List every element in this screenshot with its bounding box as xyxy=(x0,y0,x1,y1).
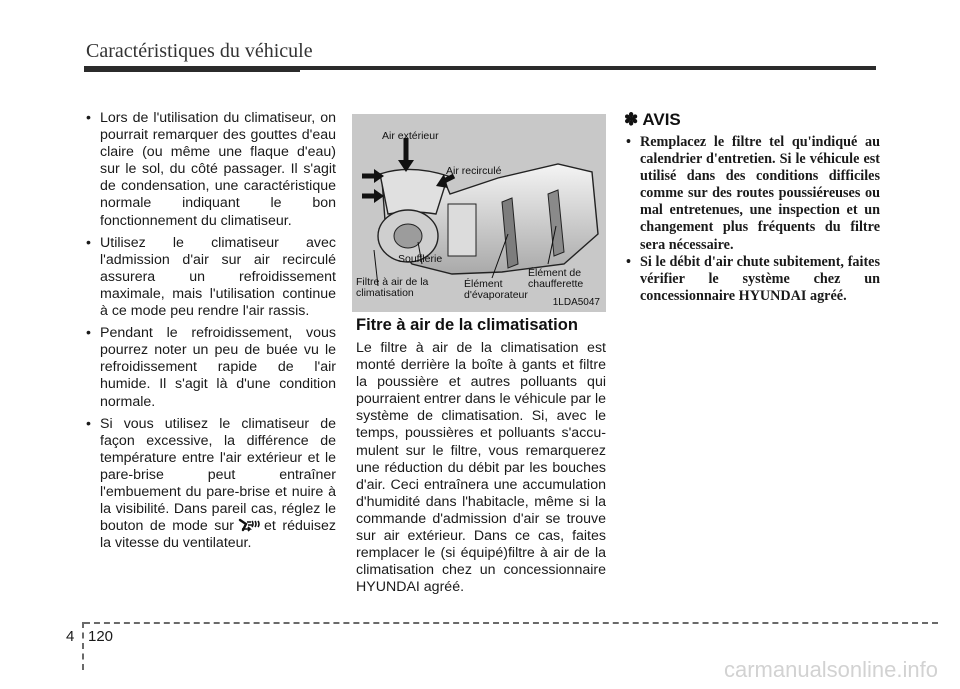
bullet-excessive-use-text: Si vous utilisez le climatiseur de façon excessive, la différence de température entre l'air extérieur et le pare-brise peut entraîner l'embuement du pare-brise et nuire à la visibilité. Dans pareil cas, réglez le bouton de mode sur xyxy=(100,415,336,535)
avis-list xyxy=(624,134,880,305)
page-chapter: 4 xyxy=(66,628,75,645)
defrost-floor-mode-icon xyxy=(238,518,260,532)
section-body: Le filtre à air de la climatisation est monté derrière la boîte à gants et filtre la poussière et autres polluants qui pourraient entrer dans le véhicule par le système de climatisation. Si, avec le temps, poussières et polluants s'accu-mulent sur le filtre, vous remarquerez une réduction du débit par les bouches d'air. Ceci entraînera une accumulation d'humidité dans l'habitacle, même si la commande d'admission d'air se trouve sur air extérieur. Dans ce cas, faites remplacer le (si équipé)filtre à air de la climatisation chez un concessionnaire HYUNDAI agréé. xyxy=(356,340,607,596)
avis-item: • Remplacez le filtre tel qu'indiqué au calendrier d'entretien. Si le véhicule est utilisé dans des conditions difficiles comme sur des routes poussiéreuses ou mal entretenues, une inspection et un changement plus fréquents du filtre sera nécessaire. xyxy=(624,134,880,254)
bullet-recirculation: • Utilisez le climatiseur avec l'admission d'air sur air recirculé assurera un refroidissement maximale, mais l'utilisation continue à ce mode peu rendre l'air rassis. xyxy=(84,235,336,320)
label-soufflerie: Soufflerie xyxy=(398,253,443,265)
bullet-condensation: • Lors de l'utilisation du climatiseur, on pourrait remarquer des gouttes d'eau claire (ou même une flaque d'eau) sur le sol, du côté passager. Il s'agit de condensation, une caractéristique normale indiquant le bon fonctionnement du climatiseur. xyxy=(84,110,336,230)
figure-code: 1LDA5047 xyxy=(552,297,600,308)
section-title: Fitre à air de la climatisation xyxy=(356,316,578,334)
header-rule-accent xyxy=(84,66,300,72)
hvac-diagram xyxy=(352,114,606,312)
page-header-title: Caractéristiques du véhicule xyxy=(86,40,313,62)
footer-vertical-rule xyxy=(82,622,84,670)
watermark: carmanualsonline.info xyxy=(723,657,938,682)
left-column xyxy=(84,110,336,557)
label-air-exterieur: Air extérieur xyxy=(382,130,439,142)
bullet-excessive-use-end: et réduisez la vitesse du ventilateur. xyxy=(100,518,336,552)
label-air-recircule: Air recirculé xyxy=(446,165,502,177)
footer-rule xyxy=(84,622,938,624)
label-filtre: Filtre à air de la climatisation xyxy=(356,276,429,299)
label-evaporateur: Élément d'évaporateur xyxy=(464,278,528,301)
page-number: 120 xyxy=(88,628,114,645)
bullet-fog: • Pendant le refroidissement, vous pourrez noter un peu de buée vu le refroidissement rapide de l'air humide. Il s'agit là d'une condition normale. xyxy=(84,325,336,410)
label-chaufferette: Élément de chaufferette xyxy=(528,267,584,290)
bullet-excessive-use xyxy=(84,416,336,553)
left-bullet-list xyxy=(84,110,336,552)
avis-item: • Si le débit d'air chute subitement, faites vérifier le système chez un concessionnaire HYUNDAI agréé. xyxy=(624,254,880,305)
avis-title: ✽ AVIS xyxy=(624,110,681,129)
